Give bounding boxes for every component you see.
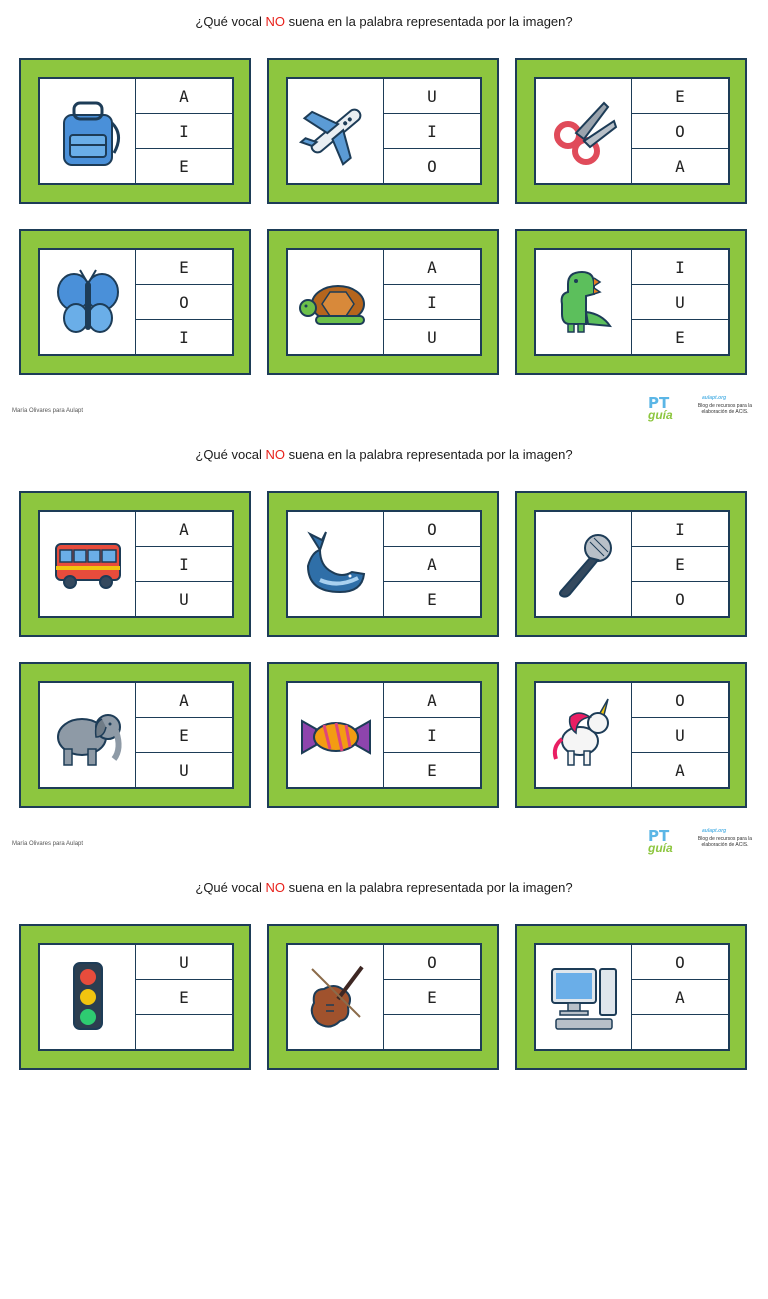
vowel-options bbox=[632, 945, 728, 1049]
vowel-option[interactable]: E bbox=[427, 589, 437, 609]
card-picture bbox=[288, 945, 384, 1049]
logo-tagline: Blog de recursos para la elaboración de ACIS. bbox=[697, 836, 753, 848]
question-before: ¿Qué vocal bbox=[195, 880, 266, 895]
vowel-option[interactable]: U bbox=[427, 327, 437, 347]
vowel-option[interactable]: O bbox=[632, 945, 728, 980]
card-content bbox=[534, 681, 730, 789]
vowel-option[interactable]: U bbox=[632, 718, 728, 753]
vowel-option[interactable]: E bbox=[632, 547, 728, 582]
vowel-option[interactable]: A bbox=[675, 760, 685, 780]
vowel-options bbox=[384, 945, 480, 1049]
vowel-options bbox=[136, 79, 232, 183]
logo-guia: guía bbox=[648, 408, 673, 422]
vowel-card bbox=[515, 58, 747, 204]
card-picture bbox=[536, 512, 632, 616]
microphone-icon bbox=[546, 526, 622, 602]
logo-site: aulapt.org bbox=[702, 828, 727, 834]
vowel-option[interactable]: O bbox=[384, 512, 480, 547]
vowel-card bbox=[267, 662, 499, 808]
card-picture bbox=[288, 512, 384, 616]
vowel-option[interactable]: E bbox=[427, 760, 437, 780]
vowel-options bbox=[136, 250, 232, 354]
question-before: ¿Qué vocal bbox=[195, 447, 266, 462]
vowel-option[interactable]: A bbox=[384, 683, 480, 718]
question-highlight: NO bbox=[265, 14, 285, 29]
vowel-options bbox=[632, 512, 728, 616]
candy-icon bbox=[298, 697, 374, 773]
dinosaur-icon bbox=[546, 264, 622, 340]
card-content bbox=[286, 248, 482, 356]
vowel-card bbox=[267, 229, 499, 375]
card-content bbox=[534, 248, 730, 356]
vowel-option[interactable]: A bbox=[632, 980, 728, 1015]
vowel-card bbox=[19, 58, 251, 204]
vowel-option[interactable]: I bbox=[384, 718, 480, 753]
vowel-card bbox=[515, 491, 747, 637]
worksheet-section bbox=[0, 866, 768, 1299]
card-content bbox=[38, 943, 234, 1051]
card-content bbox=[38, 77, 234, 185]
vowel-options bbox=[384, 250, 480, 354]
vowel-option[interactable]: E bbox=[179, 156, 189, 176]
card-picture bbox=[40, 683, 136, 787]
author-credit: María Olivares para Aulapt bbox=[12, 841, 84, 847]
logo-tagline: Blog de recursos para la elaboración de ACIS. bbox=[697, 403, 753, 415]
card-content bbox=[534, 77, 730, 185]
vowel-option[interactable]: O bbox=[427, 156, 437, 176]
backpack-icon bbox=[50, 93, 126, 169]
vowel-option[interactable]: I bbox=[632, 250, 728, 285]
vowel-option[interactable]: E bbox=[136, 980, 232, 1015]
vowel-card bbox=[515, 662, 747, 808]
vowel-option[interactable]: U bbox=[384, 79, 480, 114]
vowel-card bbox=[267, 924, 499, 1070]
vowel-card bbox=[267, 58, 499, 204]
logo-pt: PT bbox=[648, 394, 670, 412]
vowel-option[interactable]: O bbox=[136, 285, 232, 320]
question-after: suena en la palabra representada por la imagen? bbox=[284, 447, 573, 462]
card-content bbox=[286, 77, 482, 185]
vowel-option[interactable]: U bbox=[179, 760, 189, 780]
vowel-option[interactable]: U bbox=[179, 589, 189, 609]
card-content bbox=[286, 681, 482, 789]
vowel-option[interactable]: I bbox=[384, 114, 480, 149]
vowel-option[interactable]: E bbox=[675, 327, 685, 347]
question-before: ¿Qué vocal bbox=[195, 14, 266, 29]
card-picture bbox=[288, 683, 384, 787]
vowel-option[interactable] bbox=[136, 1015, 232, 1049]
worksheet-section bbox=[0, 0, 768, 433]
card-picture bbox=[40, 512, 136, 616]
elephant-icon bbox=[50, 697, 126, 773]
card-content bbox=[38, 681, 234, 789]
logo-guia: guía bbox=[648, 841, 673, 855]
ptguia-logo bbox=[644, 827, 756, 859]
vowel-card bbox=[19, 491, 251, 637]
card-content bbox=[286, 510, 482, 618]
vowel-card bbox=[515, 229, 747, 375]
vowel-options bbox=[632, 79, 728, 183]
question-after: suena en la palabra representada por la imagen? bbox=[284, 880, 573, 895]
vowel-card bbox=[19, 924, 251, 1070]
vowel-option[interactable]: O bbox=[384, 945, 480, 980]
vowel-option[interactable]: A bbox=[136, 512, 232, 547]
card-picture bbox=[288, 250, 384, 354]
card-picture bbox=[536, 683, 632, 787]
question-highlight: NO bbox=[265, 880, 285, 895]
airplane-icon bbox=[298, 93, 374, 169]
vowel-option[interactable]: I bbox=[632, 512, 728, 547]
vowel-options bbox=[632, 250, 728, 354]
question-text bbox=[0, 880, 768, 895]
vowel-option[interactable]: O bbox=[632, 114, 728, 149]
question-text bbox=[0, 447, 768, 462]
logo-site: aulapt.org bbox=[702, 395, 727, 401]
vowel-option[interactable]: E bbox=[632, 79, 728, 114]
vowel-option[interactable]: A bbox=[384, 547, 480, 582]
vowel-option[interactable] bbox=[632, 1015, 728, 1049]
vowel-option[interactable]: O bbox=[675, 589, 685, 609]
question-text bbox=[0, 14, 768, 29]
whale-icon bbox=[298, 526, 374, 602]
vowel-options bbox=[632, 683, 728, 787]
vowel-option[interactable]: A bbox=[136, 683, 232, 718]
card-picture bbox=[40, 79, 136, 183]
vowel-card bbox=[19, 662, 251, 808]
card-picture bbox=[536, 250, 632, 354]
vowel-option[interactable]: O bbox=[632, 683, 728, 718]
vowel-option[interactable]: I bbox=[179, 327, 189, 347]
vowel-options bbox=[136, 512, 232, 616]
vowel-option[interactable]: E bbox=[136, 250, 232, 285]
card-picture bbox=[536, 79, 632, 183]
question-highlight: NO bbox=[265, 447, 285, 462]
vowel-options bbox=[384, 79, 480, 183]
worksheet-section bbox=[0, 433, 768, 866]
ptguia-logo bbox=[644, 394, 756, 426]
card-content bbox=[38, 248, 234, 356]
vowel-card bbox=[515, 924, 747, 1070]
logo-pt: PT bbox=[648, 827, 670, 845]
butterfly-icon bbox=[50, 264, 126, 340]
card-picture bbox=[40, 250, 136, 354]
vowel-option[interactable]: I bbox=[384, 285, 480, 320]
card-content bbox=[38, 510, 234, 618]
vowel-option[interactable]: A bbox=[675, 156, 685, 176]
vowel-card bbox=[267, 491, 499, 637]
vowel-option[interactable] bbox=[384, 1015, 480, 1049]
unicorn-icon bbox=[546, 697, 622, 773]
vowel-option[interactable]: U bbox=[136, 945, 232, 980]
vowel-options bbox=[136, 683, 232, 787]
card-picture bbox=[536, 945, 632, 1049]
vowel-options bbox=[136, 945, 232, 1049]
vowel-option[interactable]: A bbox=[136, 79, 232, 114]
vowel-option[interactable]: E bbox=[136, 718, 232, 753]
card-content bbox=[286, 943, 482, 1051]
bus-icon bbox=[50, 526, 126, 602]
vowel-option[interactable]: A bbox=[384, 250, 480, 285]
vowel-options bbox=[384, 512, 480, 616]
card-content bbox=[534, 510, 730, 618]
scissors-icon bbox=[546, 93, 622, 169]
card-picture bbox=[40, 945, 136, 1049]
vowel-option[interactable]: U bbox=[632, 285, 728, 320]
vowel-card bbox=[19, 229, 251, 375]
vowel-option[interactable]: I bbox=[136, 547, 232, 582]
vowel-option[interactable]: E bbox=[384, 980, 480, 1015]
question-after: suena en la palabra representada por la imagen? bbox=[284, 14, 573, 29]
card-picture bbox=[288, 79, 384, 183]
card-content bbox=[534, 943, 730, 1051]
vowel-option[interactable]: I bbox=[136, 114, 232, 149]
vowel-options bbox=[384, 683, 480, 787]
turtle-icon bbox=[298, 264, 374, 340]
author-credit: María Olivares para Aulapt bbox=[12, 408, 84, 414]
